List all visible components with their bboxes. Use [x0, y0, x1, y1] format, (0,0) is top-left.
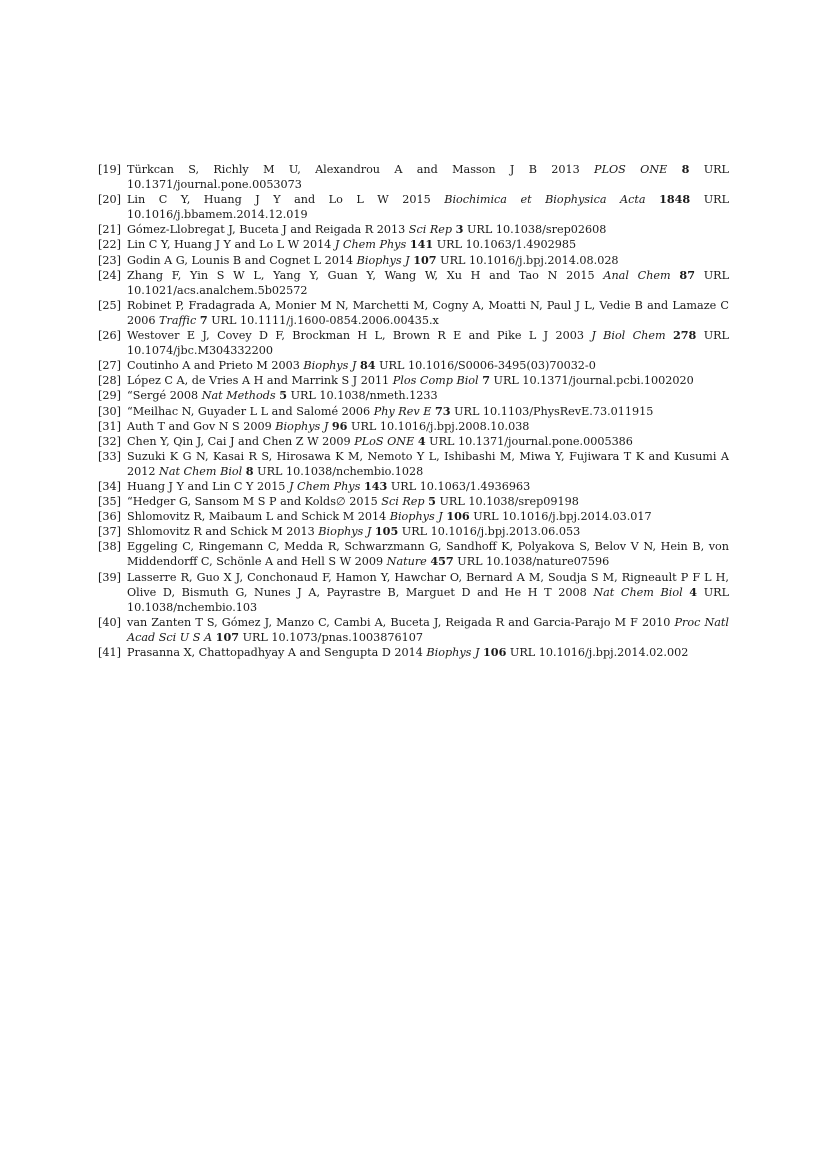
reference-number: [27] — [98, 359, 121, 373]
reference-journal: J Chem Phys — [334, 238, 407, 252]
reference-authors-year: Lin C Y, Huang J Y and Lo L W 2014 — [127, 238, 335, 252]
reference-authors-year: Eggeling C, Ringemann C, Medda R, Schwarzmann G, Sandhoff K, Polyakova S, Belov V N, Hein B, von Middendorff C, Schönle A and Hell S W 2009 — [127, 540, 729, 569]
reference-authors-year: Robinet P, Fradagrada A, Monier M N, Marchetti M, Cogny A, Moatti N, Paul J L, Vedie B and Lamaze C 2006 — [127, 298, 729, 327]
reference-number: [39] — [98, 570, 121, 584]
reference-entry — [98, 268, 729, 298]
reference-entry — [98, 524, 729, 539]
reference-volume: 5 — [428, 494, 436, 509]
reference-url: URL 10.1038/nature07596 — [453, 555, 610, 569]
reference-journal: Traffic — [159, 313, 197, 327]
reference-authors-year: Gómez-Llobregat J, Buceta J and Reigada R 2013 — [127, 223, 409, 237]
reference-entry — [98, 434, 729, 449]
reference-volume: 457 — [430, 554, 454, 569]
reference-url: URL 10.1103/PhysRevE.73.011915 — [450, 404, 654, 418]
reference-journal: Anal Chem — [603, 268, 671, 282]
reference-url: URL 10.1371/journal.pcbi.1002020 — [489, 374, 694, 388]
reference-volume: 141 — [409, 237, 434, 252]
reference-number: [20] — [98, 193, 121, 207]
reference-volume: 1848 — [659, 192, 691, 207]
reference-text — [127, 435, 633, 448]
reference-url: URL 10.1063/1.4902985 — [433, 238, 577, 252]
reference-authors-year: “Hedger G, Sansom M S P and Kolds∅ 2015 — [127, 495, 382, 509]
reference-number: [32] — [98, 434, 121, 448]
reference-entry — [98, 404, 729, 419]
reference-journal: Sci Rep — [381, 495, 425, 509]
reference-authors-year: van Zanten T S, Gómez J, Manzo C, Cambi A, Buceta J, Reigada R and Garcia-Parajo M F 2010 — [127, 615, 675, 629]
reference-volume: 106 — [446, 509, 470, 524]
reference-number: [38] — [98, 540, 121, 554]
reference-volume: 5 — [279, 388, 288, 403]
reference-volume: 73 — [434, 403, 451, 418]
reference-url: URL 10.1016/j.bpj.2008.10.038 — [347, 419, 530, 433]
reference-text — [127, 646, 688, 659]
reference-url: URL 10.1038/nchembio.1028 — [253, 464, 424, 478]
reference-entry — [98, 449, 729, 479]
reference-entry — [98, 358, 729, 373]
reference-volume: 8 — [245, 463, 254, 478]
reference-authors-year: Auth T and Gov N S 2009 — [127, 419, 276, 433]
reference-text — [127, 480, 530, 493]
reference-text — [127, 238, 576, 251]
reference-url: URL 10.1016/S0006-3495(03)70032-0 — [375, 359, 596, 373]
reference-authors-year: Coutinho A and Prieto M 2003 — [127, 359, 304, 373]
reference-journal: Biophys J — [389, 510, 443, 524]
reference-number: [34] — [98, 479, 121, 493]
reference-number: [33] — [98, 449, 121, 463]
reference-number: [21] — [98, 223, 121, 237]
reference-text — [127, 420, 529, 433]
reference-entry — [98, 615, 729, 645]
reference-journal: Nat Chem Biol — [593, 585, 683, 599]
reference-number: [31] — [98, 419, 121, 433]
reference-text — [127, 329, 729, 357]
reference-url: URL 10.1063/1.4936963 — [387, 479, 531, 493]
reference-authors-year: “Sergé 2008 — [127, 389, 202, 403]
reference-text — [127, 510, 652, 523]
reference-volume: 106 — [483, 645, 507, 659]
reference-entry — [98, 645, 729, 660]
reference-volume: 7 — [482, 373, 490, 388]
reference-authors-year: Lasserre R, Guo X J, Conchonaud F, Hamon Y, Hawchar O, Bernard A M, Soudja S M, Rigneault P F L H, Olive D, Bismuth G, Nunes J A, Payrastre B, Marguet D and He H T 2008 — [127, 570, 729, 599]
references-container — [98, 162, 729, 660]
reference-journal: Plos Comp Biol — [392, 374, 479, 388]
reference-volume: 107 — [413, 252, 437, 267]
reference-url: URL 10.1074/jbc.M304332200 — [127, 329, 729, 358]
reference-journal: Biophys J — [303, 359, 357, 373]
reference-journal: PLOS ONE — [594, 163, 668, 176]
reference-text — [127, 540, 729, 568]
reference-text — [127, 163, 729, 191]
reference-url: URL 10.1038/nmeth.1233 — [287, 389, 438, 403]
reference-entry — [98, 162, 729, 192]
reference-authors-year: “Meilhac N, Guyader L L and Salomé 2006 — [127, 404, 374, 418]
reference-entry — [98, 237, 729, 252]
reference-journal: Biophys J — [275, 419, 329, 433]
reference-text — [127, 571, 729, 614]
reference-journal: Phy Rev E — [373, 404, 432, 418]
reference-journal: PLoS ONE — [354, 434, 415, 448]
reference-url: URL 10.1016/j.bpj.2013.06.053 — [398, 525, 581, 539]
reference-journal: Sci Rep — [408, 223, 453, 237]
reference-entry — [98, 222, 729, 237]
reference-url: URL 10.1021/acs.analchem.5b02572 — [127, 268, 730, 297]
reference-number: [22] — [98, 238, 121, 252]
reference-entry — [98, 570, 729, 615]
reference-authors-year: Godin A G, Lounis B and Cognet L 2014 — [127, 253, 357, 267]
reference-authors-year: Huang J Y and Lin C Y 2015 — [127, 479, 289, 493]
reference-text — [127, 389, 438, 402]
reference-authors-year: Shlomovitz R, Maibaum L and Schick M 2014 — [127, 510, 390, 524]
reference-number: [36] — [98, 510, 121, 524]
reference-text — [127, 359, 596, 372]
reference-authors-year: López C A, de Vries A H and Marrink S J 2011 — [127, 374, 393, 388]
reference-volume: 4 — [689, 584, 698, 599]
reference-entry — [98, 253, 729, 268]
reference-volume: 4 — [417, 433, 426, 448]
reference-url: URL 10.1038/srep09198 — [435, 495, 579, 509]
reference-number: [19] — [98, 163, 121, 176]
reference-entry — [98, 192, 729, 222]
reference-entry — [98, 479, 729, 494]
reference-entry — [98, 373, 729, 388]
reference-volume: 96 — [331, 418, 348, 433]
reference-volume: 143 — [363, 478, 388, 493]
reference-text — [127, 525, 580, 538]
reference-number: [23] — [98, 253, 121, 267]
reference-entry — [98, 494, 729, 509]
reference-number: [40] — [98, 615, 121, 629]
reference-number: [24] — [98, 268, 121, 282]
reference-entry — [98, 328, 729, 358]
reference-journal: Biophys J — [318, 525, 372, 539]
reference-authors-year: Chen Y, Qin J, Cai J and Chen Z W 2009 — [127, 434, 355, 448]
reference-text — [127, 254, 619, 267]
reference-journal: J Chem Phys — [288, 479, 361, 493]
reference-text — [127, 616, 729, 644]
reference-list — [98, 162, 729, 660]
reference-authors-year: Westover E J, Covey D F, Brockman H L, Brown R E and Pike L J 2003 — [127, 329, 592, 343]
reference-url: URL 10.1371/journal.pone.0005386 — [425, 434, 633, 448]
reference-authors-year: Lin C Y, Huang J Y and Lo L W 2015 — [127, 193, 445, 207]
reference-text — [127, 495, 579, 508]
reference-url: URL 10.1016/j.bpj.2014.02.002 — [506, 646, 689, 659]
reference-url: URL 10.1016/j.bbamem.2014.12.019 — [127, 193, 730, 222]
reference-journal: J Biol Chem — [591, 329, 666, 343]
reference-url: URL 10.1073/pnas.1003876107 — [239, 630, 423, 644]
reference-entry — [98, 539, 729, 569]
reference-authors-year: Suzuki K G N, Kasai R S, Hirosawa K M, Nemoto Y L, Ishibashi M, Miwa Y, Fujiwara T K and Kusumi A 2012 — [127, 449, 729, 478]
reference-volume: 278 — [672, 328, 697, 343]
reference-url: URL 10.1038/srep02608 — [463, 223, 607, 237]
reference-authors-year: Zhang F, Yin S W L, Yang Y, Guan Y, Wang W, Xu H and Tao N 2015 — [127, 268, 604, 282]
reference-entry — [98, 419, 729, 434]
reference-volume: 105 — [374, 524, 399, 539]
reference-text — [127, 405, 653, 418]
reference-journal: Biochimica et Biophysica Acta — [444, 193, 646, 207]
reference-volume: 3 — [455, 222, 464, 237]
reference-journal: Biophys J — [356, 253, 410, 267]
reference-text — [127, 450, 729, 478]
reference-text — [127, 223, 606, 236]
reference-volume: 107 — [215, 629, 240, 644]
reference-journal: Biophys J — [426, 646, 480, 659]
reference-authors-year: Prasanna X, Chattopadhyay A and Sengupta D 2014 — [127, 646, 427, 659]
reference-volume: 87 — [679, 267, 695, 282]
reference-text — [127, 374, 694, 387]
reference-entry — [98, 388, 729, 403]
reference-text — [127, 193, 729, 221]
reference-url: URL 10.1038/nchembio.103 — [127, 585, 730, 614]
reference-text — [127, 299, 729, 327]
reference-entry — [98, 298, 729, 328]
reference-number: [41] — [98, 646, 121, 659]
reference-journal: Proc Natl Acad Sci U S A — [127, 615, 729, 644]
reference-journal: Nat Methods — [201, 389, 276, 403]
reference-number: [30] — [98, 404, 121, 418]
reference-url: URL 10.1371/journal.pone.0053073 — [127, 163, 729, 192]
reference-authors-year: Shlomovitz R and Schick M 2013 — [127, 525, 319, 539]
reference-volume: 7 — [199, 312, 208, 327]
reference-journal: Nat Chem Biol — [159, 464, 243, 478]
reference-number: [35] — [98, 495, 121, 509]
reference-number: [28] — [98, 374, 121, 388]
reference-authors-year: Türkcan S, Richly M U, Alexandrou A and Masson J B 2013 — [127, 163, 595, 176]
reference-volume: 8 — [681, 162, 690, 176]
reference-url: URL 10.1016/j.bpj.2014.03.017 — [469, 510, 652, 524]
reference-number: [29] — [98, 389, 121, 403]
reference-number: [37] — [98, 525, 121, 539]
reference-journal: Nature — [386, 555, 427, 569]
reference-text — [127, 269, 729, 297]
reference-entry — [98, 509, 729, 524]
reference-volume: 84 — [359, 358, 376, 373]
reference-number: [26] — [98, 329, 121, 343]
reference-url: URL 10.1016/j.bpj.2014.08.028 — [436, 253, 619, 267]
reference-url: URL 10.1111/j.1600-0854.2006.00435.x — [207, 313, 439, 327]
reference-number: [25] — [98, 298, 121, 312]
